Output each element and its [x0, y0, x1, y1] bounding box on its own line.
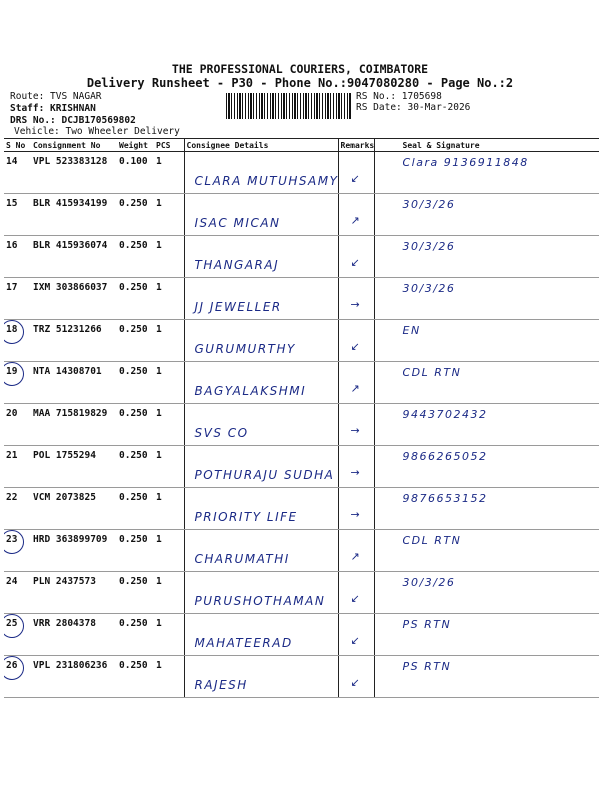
consignee-name: CHARUMATHI — [194, 552, 290, 566]
weight-value: 0.250 — [119, 324, 148, 335]
rs-date: RS Date: 30-Mar-2026 — [356, 102, 471, 113]
table-row — [4, 488, 599, 530]
consignment-number: NTA 14308701 — [33, 366, 102, 377]
col-pcs: PCS — [154, 139, 184, 152]
consignment-number: TRZ 51231266 — [33, 324, 102, 335]
signature-text: 30/3/26 — [402, 576, 456, 589]
consignment-number: HRD 363899709 — [33, 534, 108, 545]
remark-mark: ↗ — [350, 214, 362, 227]
consignment-number: VPL 523383128 — [33, 156, 108, 167]
row-sno: 19 — [6, 366, 18, 377]
consignment-number: IXM 303866037 — [33, 282, 108, 293]
table-row — [4, 320, 599, 362]
barcode-image — [226, 93, 351, 119]
signature-text: 9876653152 — [402, 492, 488, 505]
weight-value: 0.250 — [119, 198, 148, 209]
pcs-value: 1 — [156, 618, 162, 629]
pcs-value: 1 — [156, 240, 162, 251]
pcs-value: 1 — [156, 450, 162, 461]
remark-mark: ↗ — [350, 382, 362, 395]
vehicle-label: Vehicle: Two Wheeler Delivery — [14, 126, 180, 137]
route-label: Route: TVS NAGAR — [10, 91, 102, 102]
row-sno: 21 — [6, 450, 18, 461]
drs-number: DRS No.: DCJB170569802 — [10, 115, 136, 126]
consignee-name: PRIORITY LIFE — [194, 510, 298, 524]
consignment-number: MAA 715819829 — [33, 408, 108, 419]
table-row — [4, 572, 599, 614]
table-row — [4, 236, 599, 278]
remark-mark: ↗ — [350, 550, 362, 563]
signature-text: 9866265052 — [402, 450, 488, 463]
remark-mark: → — [350, 466, 362, 479]
consignment-number: VRR 2804378 — [33, 618, 96, 629]
remark-mark: → — [350, 424, 362, 437]
table-header-row — [4, 139, 599, 152]
signature-text: CDL RTN — [402, 366, 462, 379]
signature-text: PS RTN — [402, 618, 452, 631]
pcs-value: 1 — [156, 198, 162, 209]
row-sno: 23 — [6, 534, 18, 545]
col-consignee: Consignee Details — [184, 139, 338, 152]
weight-value: 0.250 — [119, 576, 148, 587]
pcs-value: 1 — [156, 366, 162, 377]
consignee-name: ISAC MICAN — [194, 216, 281, 230]
weight-value: 0.250 — [119, 534, 148, 545]
signature-text: 9443702432 — [402, 408, 488, 421]
pcs-value: 1 — [156, 492, 162, 503]
table-row — [4, 278, 599, 320]
row-sno: 22 — [6, 492, 18, 503]
weight-value: 0.250 — [119, 450, 148, 461]
col-weight: Weight — [117, 139, 154, 152]
consignment-number: VPL 231806236 — [33, 660, 108, 671]
consignee-name: POTHURAJU SUDHA — [194, 468, 335, 482]
remark-mark: → — [350, 508, 362, 521]
consignee-name: CLARA MUTUHSAMY — [194, 174, 338, 188]
table-row — [4, 446, 599, 488]
table-row — [4, 152, 599, 194]
pcs-value: 1 — [156, 156, 162, 167]
weight-value: 0.250 — [119, 366, 148, 377]
consignment-number: POL 1755294 — [33, 450, 96, 461]
consignee-name: BAGYALAKSHMI — [194, 384, 307, 398]
pcs-value: 1 — [156, 660, 162, 671]
row-sno: 16 — [6, 240, 18, 251]
table-row — [4, 404, 599, 446]
row-sno: 26 — [6, 660, 18, 671]
weight-value: 0.250 — [119, 282, 148, 293]
col-seal-signature: Seal & Signature — [374, 139, 599, 152]
weight-value: 0.250 — [119, 618, 148, 629]
remark-mark: ↙ — [350, 172, 362, 185]
remark-mark: ↙ — [350, 634, 362, 647]
consignee-name: MAHATEERAD — [194, 636, 293, 650]
pcs-value: 1 — [156, 408, 162, 419]
staff-label: Staff: KRISHNAN — [10, 103, 96, 114]
consignee-name: JJ JEWELLER — [194, 300, 282, 314]
remark-mark: → — [350, 298, 362, 311]
weight-value: 0.250 — [119, 240, 148, 251]
rs-number: RS No.: 1705698 — [356, 91, 442, 102]
signature-text: EN — [402, 324, 421, 337]
company-title: THE PROFESSIONAL COURIERS, COIMBATORE — [171, 62, 429, 76]
remark-mark: ↙ — [350, 256, 362, 269]
consignment-number: VCM 2073825 — [33, 492, 96, 503]
consignee-name: GURUMURTHY — [194, 342, 296, 356]
table-row — [4, 530, 599, 572]
pcs-value: 1 — [156, 282, 162, 293]
signature-text: 30/3/26 — [402, 198, 456, 211]
signature-text: Clara 9136911848 — [402, 156, 529, 169]
row-sno: 18 — [6, 324, 18, 335]
consignee-name: RAJESH — [194, 678, 248, 692]
signature-text: 30/3/26 — [402, 282, 456, 295]
row-sno: 14 — [6, 156, 18, 167]
remark-mark: ↙ — [350, 592, 362, 605]
col-sno: S No — [4, 139, 31, 152]
row-sno: 15 — [6, 198, 18, 209]
row-sno: 24 — [6, 576, 18, 587]
consignment-number: BLR 415934199 — [33, 198, 108, 209]
weight-value: 0.250 — [119, 492, 148, 503]
table-row — [4, 362, 599, 404]
weight-value: 0.250 — [119, 408, 148, 419]
signature-text: 30/3/26 — [402, 240, 456, 253]
weight-value: 0.100 — [119, 156, 148, 167]
table-row — [4, 614, 599, 656]
col-consignment: Consignment No — [31, 139, 117, 152]
consignee-name: PURUSHOTHAMAN — [194, 594, 326, 608]
row-sno: 20 — [6, 408, 18, 419]
runsheet-subtitle: Delivery Runsheet - P30 - Phone No.:9047080280 - Page No.:2 — [86, 76, 514, 90]
pcs-value: 1 — [156, 576, 162, 587]
pcs-value: 1 — [156, 324, 162, 335]
signature-text: PS RTN — [402, 660, 452, 673]
consignee-name: THANGARAJ — [194, 258, 280, 272]
pcs-value: 1 — [156, 534, 162, 545]
signature-text: CDL RTN — [402, 534, 462, 547]
remark-mark: ↙ — [350, 340, 362, 353]
table-row — [4, 194, 599, 236]
row-sno: 25 — [6, 618, 18, 629]
row-sno: 17 — [6, 282, 18, 293]
consignee-name: SVS CO — [194, 426, 249, 440]
delivery-table — [4, 138, 599, 698]
col-remarks: Remarks — [338, 139, 374, 152]
remark-mark: ↙ — [350, 676, 362, 689]
consignment-number: BLR 415936074 — [33, 240, 108, 251]
table-row — [4, 656, 599, 698]
weight-value: 0.250 — [119, 660, 148, 671]
consignment-number: PLN 2437573 — [33, 576, 96, 587]
